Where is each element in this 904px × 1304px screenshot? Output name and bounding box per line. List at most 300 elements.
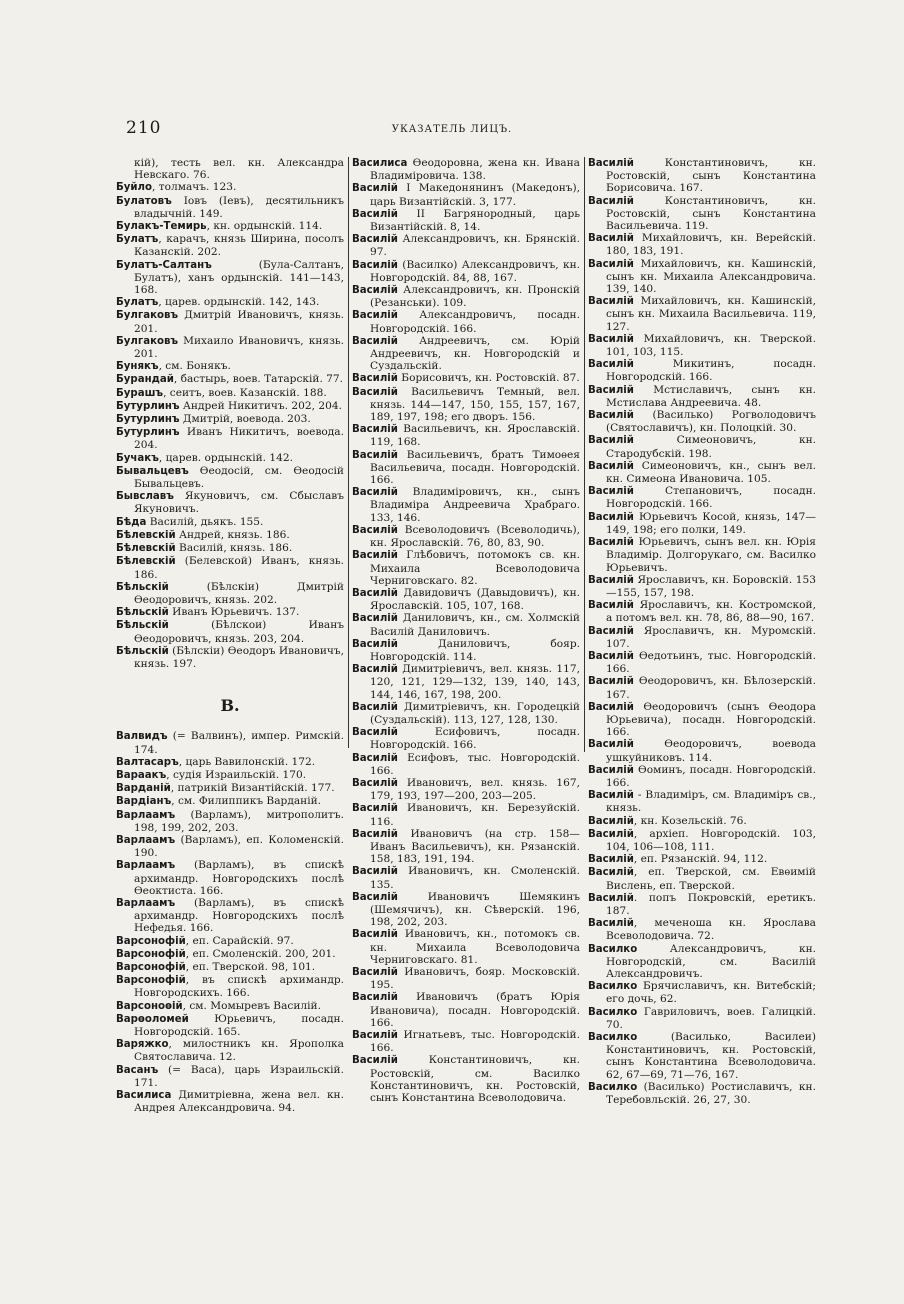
entry-text: Иванъ Никитичъ, воевода. 204. <box>134 426 348 452</box>
index-entry <box>116 782 344 795</box>
entry-text: Андрей Никитичъ. 202, 204. <box>179 399 342 412</box>
entry-headword: Буйло <box>116 182 153 194</box>
index-entry <box>588 980 820 1006</box>
entry-text: Александровичъ, кн. Пронскій (Резанськи). 109. <box>370 284 584 310</box>
entry-headword: Василій <box>352 664 398 676</box>
entry-text: Ѳеодоровичъ, кн. Бѣлозерскій. 167. <box>606 675 820 701</box>
entry-text: (Белевской) Иванъ, князь. 186. <box>134 555 348 581</box>
index-entry <box>116 1012 348 1038</box>
index-entry <box>116 833 348 860</box>
index-entry <box>352 284 584 310</box>
index-entry <box>352 586 584 613</box>
entry-headword: Василій <box>588 701 634 713</box>
index-entry <box>588 434 820 460</box>
index-entry <box>116 859 348 897</box>
index-entry <box>116 360 344 373</box>
index-entry <box>588 917 820 943</box>
column-divider <box>584 157 585 752</box>
entry-headword: Василій <box>588 892 634 904</box>
entry-text: Димитріевичъ, вел. князь. 117, 120, 121, 129—132, 139, 140, 143, 144, 146, 167, 198, 200. <box>370 663 584 701</box>
index-entry <box>352 1029 584 1055</box>
entry-text: Юрьевичъ Косой, князь, 147—149, 198; его полки, 149. <box>606 510 816 536</box>
entry-headword: Василій <box>352 638 398 650</box>
entry-headword: Варсонофій <box>116 961 186 973</box>
entry-headword: Василій <box>588 233 634 245</box>
entry-text: Даниловичъ, кн., см. Холмскій Василій Даниловичъ. <box>370 612 584 638</box>
entry-headword: Василій <box>352 866 398 878</box>
entry-text: Владиміровичъ, кн., сынъ Владиміра Андреевича Храбраго. 133, 146. <box>370 486 584 524</box>
entry-text: Есифовъ, тыс. Новгородскій. 166. <box>370 751 584 777</box>
index-entry <box>352 827 584 866</box>
index-entry <box>116 1038 348 1064</box>
entry-text: Александровичъ, посадн. Новгородскій. 166. <box>370 309 584 335</box>
entry-headword: Василій <box>352 208 398 220</box>
index-entry <box>352 309 584 335</box>
entry-headword: Василій <box>588 333 634 345</box>
index-entry <box>116 795 344 808</box>
index-entry <box>352 448 584 487</box>
entry-headword: Бѣльскій <box>116 620 169 632</box>
entry-text: Ѳоминъ, посадн. Новгородскій. 166. <box>606 763 820 789</box>
index-entry <box>588 789 820 815</box>
entry-headword: Василій <box>588 854 634 866</box>
entry-headword: Василій <box>352 701 398 713</box>
index-entry <box>588 649 820 676</box>
running-head: УКАЗАТЕЛЬ ЛИЦЪ. <box>391 124 513 135</box>
entry-headword: Василій <box>352 424 398 436</box>
entry-text: Дмитрій, воевода. 203. <box>179 413 311 426</box>
entry-headword: Василиса <box>116 1090 172 1102</box>
entry-text: , сеитъ, воев. Казанскій. 188. <box>163 386 327 399</box>
entry-headword: Бывславъ <box>116 491 174 503</box>
index-entry <box>116 730 348 756</box>
index-entry <box>352 549 584 587</box>
index-entry <box>588 853 816 866</box>
entry-headword: Василій <box>588 158 634 169</box>
index-entry <box>116 334 348 361</box>
entry-text: Ивановичъ, кн., потомокъ св. кн. Михаила Всеволодовича Черниговскаго. 81. <box>370 928 584 966</box>
entry-headword: Василій <box>352 487 398 499</box>
entry-text: кій), тесть вел. кн. Александра Невскаго. 76. <box>134 157 348 182</box>
index-entry <box>116 309 348 335</box>
entry-text: Иванъ Юрьевичъ. 137. <box>168 606 300 619</box>
entry-headword: Василій <box>588 867 634 879</box>
entry-text: Михайловичъ, кн. Верейскій. 180, 183, 191. <box>606 232 820 258</box>
entry-headword: Варяжко <box>116 1039 169 1051</box>
entry-headword: Василій <box>588 650 634 662</box>
entry-headword: Василій <box>352 613 398 625</box>
entry-text: Степановичъ, посадн. Новгородскій. 166. <box>606 485 820 511</box>
entry-headword: Бѣльскій <box>116 581 169 593</box>
entry-headword: Василій <box>352 587 398 599</box>
entry-text: (Бѣлскіи) Ѳеодоръ Ивановичъ, князь. 197. <box>134 644 348 670</box>
entry-headword: Василко <box>588 1032 638 1044</box>
entry-headword: Булатъ <box>116 234 159 246</box>
entry-text: , см. Бонякъ. <box>158 360 231 373</box>
index-entry <box>588 574 816 599</box>
index-entry <box>116 181 344 194</box>
entry-headword: Василій <box>352 777 398 789</box>
entry-headword: Василій <box>352 803 398 815</box>
index-entry <box>352 751 584 777</box>
index-entry <box>352 726 584 752</box>
entry-text: Михайловичъ, кн. Тверской. 101, 103, 115. <box>606 332 820 359</box>
entry-text: Борисовичъ, кн. Ростовскій. 87. <box>397 372 580 385</box>
entry-headword: Варсонофій <box>116 948 186 960</box>
entry-text: Глѣбовичъ, потомокъ св. кн. Михаила Всеволодовича Черниговскаго. 82. <box>370 549 584 587</box>
index-entry <box>588 536 820 574</box>
entry-text: , толмачъ. 123. <box>152 181 237 194</box>
entry-headword: Василій <box>352 386 398 398</box>
entry-text: Ѳедотьинъ, тыс. Новгородскій. 166. <box>606 649 820 676</box>
index-entry <box>588 485 820 511</box>
entry-text: . попъ Покровскій, еретикъ. 187. <box>606 891 820 917</box>
entry-headword: Валтасаръ <box>116 756 179 768</box>
entry-text: , въ спискѣ архимандр. Новгородскихъ. 166. <box>134 974 348 1000</box>
entry-text: (Варламъ), митрополитъ. 198, 199, 202, 203. <box>134 808 348 834</box>
index-entry <box>116 220 344 233</box>
entry-headword: Василій <box>352 373 398 385</box>
entry-text: (Варламъ), въ спискѣ архимандр. Новгородскихъ послѣ Ѳеоктиста. 166. <box>134 859 348 897</box>
entry-headword: Василиса <box>352 158 408 169</box>
index-entry <box>588 700 820 739</box>
entry-headword: Булатъ-Салтанъ <box>116 259 212 271</box>
index-entry <box>116 373 344 386</box>
index-entry <box>588 332 820 359</box>
index-entry <box>116 464 348 491</box>
index-entry <box>588 738 820 764</box>
entry-headword: Василій <box>352 967 398 978</box>
entry-text: Димитріевна, жена вел. кн. Андрея Александровича. 94. <box>134 1089 348 1115</box>
entry-headword: Бѣльскій <box>116 645 169 657</box>
index-entry <box>588 942 820 981</box>
entry-text: (Василько) Ростиславичъ, кн. Теребовльскій. 26, 27, 30. <box>606 1080 820 1107</box>
entry-text: , царев. ордынскій. 142. <box>158 451 293 464</box>
entry-text: , кн. Козельскій. 76. <box>633 814 747 827</box>
entry-text: Андреевичъ, см. Юрій Андреевичъ, кн. Новгородскій и Суздальскій. <box>370 334 584 373</box>
entry-headword: Василій <box>352 992 398 1004</box>
entry-text: Даниловичъ, бояр. Новгородскій. 114. <box>370 637 584 663</box>
entry-text: Ярославичъ, кн. Боровскій. 153—155, 157, 198. <box>606 573 816 599</box>
entry-text: Давидовичъ (Давыдовичъ), кн. Ярославскій. 105, 107, 168. <box>370 586 584 613</box>
entry-headword: Бѣлевскій <box>116 543 176 555</box>
entry-text: Юрьевичъ, посадн. Новгородскій. 165. <box>134 1012 348 1038</box>
entry-headword: Валвидъ <box>116 731 168 743</box>
entry-text: Ивановичъ, кн. Смоленскій. 135. <box>370 865 584 891</box>
entry-text: Есифовичъ, посадн. Новгородскій. 166. <box>370 726 584 752</box>
entry-text: Константиновичъ, кн. Ростовскій, см. Василко Константиновичъ, кн. Ростовскій, сынъ Константина Всеволодовича. <box>370 1054 584 1105</box>
index-entry <box>116 644 348 670</box>
entry-text: Александровичъ, кн. Брянскій. 97. <box>370 233 584 259</box>
entry-text: , еп. Тверской. 98, 101. <box>185 960 316 973</box>
entry-headword: Василій <box>588 384 634 396</box>
entry-text: Ярославичъ, кн. Муромскій. 107. <box>606 624 820 650</box>
entry-headword: Василій <box>588 764 634 776</box>
index-column-2 <box>352 157 584 1105</box>
entry-headword: Василій <box>588 625 634 637</box>
entry-text: (Василько, Василеи) Константиновичъ, кн. Ростовскій, сынъ Константина Всеволодовича. 62, 67—69, 71—76, 167. <box>606 1031 820 1081</box>
entry-text: Ивановичъ, бояр. Московскій. 195. <box>370 966 584 992</box>
index-entry <box>116 296 344 309</box>
index-entry <box>588 295 820 333</box>
index-entry <box>352 966 584 992</box>
index-entry <box>116 413 344 426</box>
index-entry <box>116 961 344 974</box>
entry-headword: Василій <box>588 511 634 523</box>
entry-headword: Василій <box>352 183 398 195</box>
entry-headword: Васанъ <box>116 1064 159 1076</box>
index-entry <box>588 599 820 625</box>
entry-headword: Василій <box>588 435 634 447</box>
entry-headword: Бѣльскій <box>116 607 169 619</box>
index-entry <box>352 802 584 828</box>
index-entry <box>116 452 344 465</box>
entry-headword: Варсонофій <box>116 935 186 947</box>
entry-headword: Василій <box>588 676 634 688</box>
entry-headword: Василій <box>588 815 634 827</box>
index-entry <box>352 928 584 966</box>
index-entry <box>116 529 344 542</box>
entry-headword: Варсоноѳій <box>116 1000 183 1012</box>
entry-text: , еп. Сарайскій. 97. <box>185 934 294 947</box>
entry-headword: Василій <box>588 460 634 472</box>
index-entry <box>116 935 344 948</box>
index-entry <box>116 426 348 452</box>
entry-headword: Василій <box>588 739 634 751</box>
entry-text: Ѳеодоровна, жена кн. Ивана Владиміровича. 138. <box>370 157 584 183</box>
index-entry <box>352 372 580 385</box>
index-entry <box>116 194 348 220</box>
index-entry <box>352 486 584 524</box>
entry-headword: Бунякъ <box>116 361 159 373</box>
section-letter: В. <box>220 696 240 716</box>
index-entry <box>352 865 584 891</box>
entry-text: , кн. ордынскій. 114. <box>206 220 323 233</box>
index-entry <box>116 1063 348 1089</box>
entry-headword: Бурандай <box>116 374 174 386</box>
entry-headword: Василій <box>352 929 398 941</box>
index-entry <box>352 523 584 550</box>
entry-headword: Василій <box>588 410 634 422</box>
entry-text: Брячиславичъ, кн. Витебскій; его дочь, 62. <box>606 980 820 1006</box>
index-entry <box>588 1031 820 1081</box>
index-entry <box>352 612 584 638</box>
index-entry <box>588 409 820 435</box>
entry-headword: Варѳоломей <box>116 1013 189 1025</box>
index-entry <box>116 233 348 259</box>
entry-headword: Василій <box>352 752 398 764</box>
index-entry <box>116 516 344 529</box>
entry-text: Гавриловичъ, воев. Галицкій. 70. <box>606 1005 820 1031</box>
page-number: 210 <box>126 118 162 138</box>
index-entry <box>588 675 820 701</box>
entry-text: Ивановичъ (братъ Юрія Ивановича), посадн. Новгородскій. 166. <box>370 991 584 1029</box>
index-entry <box>588 257 820 296</box>
entry-text: Симеоновичъ, кн. Стародубскій. 198. <box>606 434 820 460</box>
entry-headword: Варлаамъ <box>116 834 176 846</box>
entry-headword: Василій <box>352 524 398 536</box>
index-entry <box>352 776 584 803</box>
entry-headword: Василко <box>588 1081 638 1093</box>
index-entry <box>116 756 344 769</box>
index-entry <box>588 763 820 789</box>
entry-headword: Василій <box>588 359 634 371</box>
entry-text: Игнатьевъ, тыс. Новгородскій. 166. <box>370 1029 584 1055</box>
entry-headword: Булакъ-Темирь <box>116 221 207 233</box>
entry-headword: Вардіанъ <box>116 796 172 808</box>
entry-text: Ѳеодосій, см. Ѳеодосій Бывальцевъ. <box>134 464 348 491</box>
entry-text: (Була-Салтанъ, Булатъ), ханъ ордынскій. 141—143, 168. <box>134 258 348 297</box>
index-entry <box>116 896 348 935</box>
entry-headword: Василій <box>352 550 398 562</box>
entry-headword: Бутурлинъ <box>116 414 180 426</box>
entry-text: Василій, дьякъ. 155. <box>146 515 264 528</box>
entry-text: Константиновичъ, кн. Ростовскій, сынъ Константина Борисовича. 167. <box>606 157 820 195</box>
index-entry <box>116 387 344 400</box>
index-entry <box>352 233 584 259</box>
entry-headword: Бутурлинъ <box>116 427 180 439</box>
entry-headword: Варлаамъ <box>116 897 176 909</box>
index-entry <box>588 194 820 233</box>
entry-headword: Василій <box>352 285 398 297</box>
index-entry <box>116 974 348 1000</box>
index-column-3 <box>588 157 820 1107</box>
entry-headword: Булатовъ <box>116 195 172 207</box>
index-entry <box>116 619 348 645</box>
entry-headword: Бурашъ <box>116 387 164 399</box>
entry-text: Ивановичъ (на стр. 158— Иванъ Васильевичъ), кн. Рязанскій. 158, 183, 191, 194. <box>370 827 584 866</box>
entry-headword: Вараакъ <box>116 769 167 781</box>
entry-text: Ярославичъ, кн. Костромской, а потомъ вел. кн. 78, 86, 88—90, 167. <box>606 599 820 625</box>
entry-text: Васильевичъ, кн. Ярославскій. 119, 168. <box>370 423 584 449</box>
entry-text: Ѳеодоровичъ, воевода ушкуйниковъ. 114. <box>606 738 820 764</box>
entry-text: Микитинъ, посадн. Новгородскій. 166. <box>606 358 820 384</box>
entry-text: Михайловичъ, кн. Кашинскій, сынъ кн. Михаила Александровича. 139, 140. <box>606 257 820 296</box>
entry-text: , царь Вавилонскій. 172. <box>178 755 316 768</box>
index-entry <box>116 542 344 555</box>
entry-headword: Василій <box>352 335 398 347</box>
entry-headword: Василій <box>352 234 398 246</box>
entry-headword: Булгаковъ <box>116 310 179 322</box>
entry-text: Мстиславичъ, сынъ кн. Мстислава Андреевича. 48. <box>606 383 820 409</box>
entry-text: Александровичъ, кн. Новгородскій, см. Василій Александровичъ. <box>606 942 820 980</box>
index-entry <box>588 1080 820 1107</box>
entry-text: (Бѣлскіи) Дмитрій Ѳеодоровичъ, князь. 202. <box>134 580 348 606</box>
entry-text: (= Валвинъ), импер. Римскій. 174. <box>134 730 348 756</box>
entry-headword: Варлаамъ <box>116 809 176 821</box>
entry-headword: Василій <box>588 195 634 207</box>
entry-headword: Василко <box>588 981 638 993</box>
entry-text: Васильевичъ Темный, вел. князь. 144—147, 150, 155, 157, 167, 189, 197, 198; его дворъ. 156. <box>370 385 584 424</box>
entry-text: , царев. ордынскій. 142, 143. <box>158 296 320 309</box>
entry-text: , см. Момыревъ Василій. <box>182 999 321 1012</box>
entry-headword: Василій <box>588 486 634 498</box>
index-entry <box>352 991 584 1029</box>
index-entry <box>352 890 584 929</box>
entry-headword: Варсонофій <box>116 975 186 987</box>
index-entry <box>116 948 344 961</box>
entry-headword: Василій <box>588 918 634 930</box>
index-entry <box>116 555 348 581</box>
entry-text: Васильевичъ, братъ Тимоѳея Васильевича, посадн. Новгородскій. 166. <box>370 448 584 487</box>
index-entry <box>588 383 820 409</box>
index-entry <box>116 1000 344 1013</box>
entry-headword: Василій <box>352 828 398 840</box>
index-entry <box>116 808 348 834</box>
index-entry <box>116 490 348 516</box>
index-entry <box>588 511 816 536</box>
entry-headword: Василій <box>352 891 398 903</box>
entry-text: Симеоновичъ, кн., сынъ вел. кн. Симеона Ивановича. 105. <box>606 459 820 486</box>
entry-text: , еп. Тверской, см. Евѳимій Вислень, еп. Тверской. <box>606 866 820 892</box>
entry-headword: Бутурлинъ <box>116 400 180 412</box>
index-entry <box>588 157 820 195</box>
entry-text: Димитріевичъ, кн. Городецкій (Суздальскій). 113, 127, 128, 130. <box>370 700 584 726</box>
entry-text: (Бѣлскои) Иванъ Ѳеодоровичъ, князь. 203, 204. <box>134 619 348 645</box>
entry-headword: Василко <box>588 1006 638 1018</box>
index-entry <box>588 459 820 486</box>
index-entry <box>352 1054 584 1105</box>
entry-headword: Василій <box>352 259 398 271</box>
index-entry <box>352 700 584 726</box>
entry-headword: Василій <box>352 449 398 461</box>
entry-headword: Василій <box>588 600 634 612</box>
entry-text: Іовъ (Іевъ), десятильникъ владычній. 149. <box>134 194 348 220</box>
index-entry <box>588 232 820 258</box>
index-entry <box>588 624 820 650</box>
entry-text: I Македонянинъ (Македонъ), царь Византійскій. 3, 177. <box>370 182 584 208</box>
index-entry <box>352 157 584 183</box>
entry-text: II Багрянородный, царь Византійскій. 8, 14. <box>370 207 584 234</box>
entry-headword: Бѣлевскій <box>116 556 176 568</box>
index-entry <box>588 891 820 917</box>
entry-text: Василій, князь. 186. <box>175 542 293 555</box>
entry-headword: Василій <box>588 296 634 308</box>
entry-headword: Василій <box>588 537 634 549</box>
entry-headword: Варданій <box>116 783 171 795</box>
entry-headword: Василко <box>588 943 638 955</box>
entry-headword: Бѣда <box>116 516 147 528</box>
entry-text: Михаило Ивановичъ, князь. 201. <box>134 334 348 361</box>
index-entry <box>116 580 348 606</box>
entry-text: (Варламъ), въ спискѣ архимандр. Новгородскихъ послѣ Нефедья. 166. <box>134 896 348 935</box>
index-entry <box>352 423 584 449</box>
entry-text: , патрикій Византійскій. 177. <box>170 782 335 795</box>
entry-text: Константиновичъ, кн. Ростовскій, сынъ Константина Васильевича. 119. <box>606 194 820 233</box>
entry-text: , карачъ, князь Ширина, посолъ Казанскій. 202. <box>134 233 348 259</box>
entry-text: Ивановичъ, кн. Березуйскій. 116. <box>370 802 584 828</box>
entry-headword: Василій <box>588 258 634 270</box>
entry-text: - Владиміръ, см. Владиміръ св., князь. <box>606 789 820 815</box>
entry-text: (Василько) Рогволодовичъ (Святославичъ), кн. Полоцкій. 30. <box>606 409 820 435</box>
index-entry <box>116 1089 348 1115</box>
index-entry <box>352 258 584 284</box>
entry-headword: Василій <box>352 1030 398 1042</box>
index-entry <box>352 637 584 663</box>
entry-text: , милостникъ кн. Ярополка Святославича. 12. <box>134 1038 348 1064</box>
entry-text: Юрьевичъ, сынъ вел. кн. Юрія Владимір. Долгорукаго, см. Василко Юрьевичъ. <box>606 536 820 574</box>
entry-text: , меченоша кн. Ярослава Всеволодовича. 72. <box>606 917 820 943</box>
entry-text: Якуновичъ, см. Сбыславъ Якуновичъ. <box>134 490 348 516</box>
entry-text: , бастырь, воев. Татарскій. 77. <box>173 373 344 386</box>
entry-headword: Василій <box>352 1055 398 1067</box>
index-entry <box>352 182 584 208</box>
index-entry <box>352 385 584 424</box>
entry-text: Всеволодовичъ (Всеволодичь), кн. Ярославскій. 76, 80, 83, 90. <box>370 523 584 550</box>
entry-headword: Бывальцевъ <box>116 465 189 477</box>
entry-headword: Булатъ <box>116 297 159 309</box>
index-entry <box>352 663 584 701</box>
